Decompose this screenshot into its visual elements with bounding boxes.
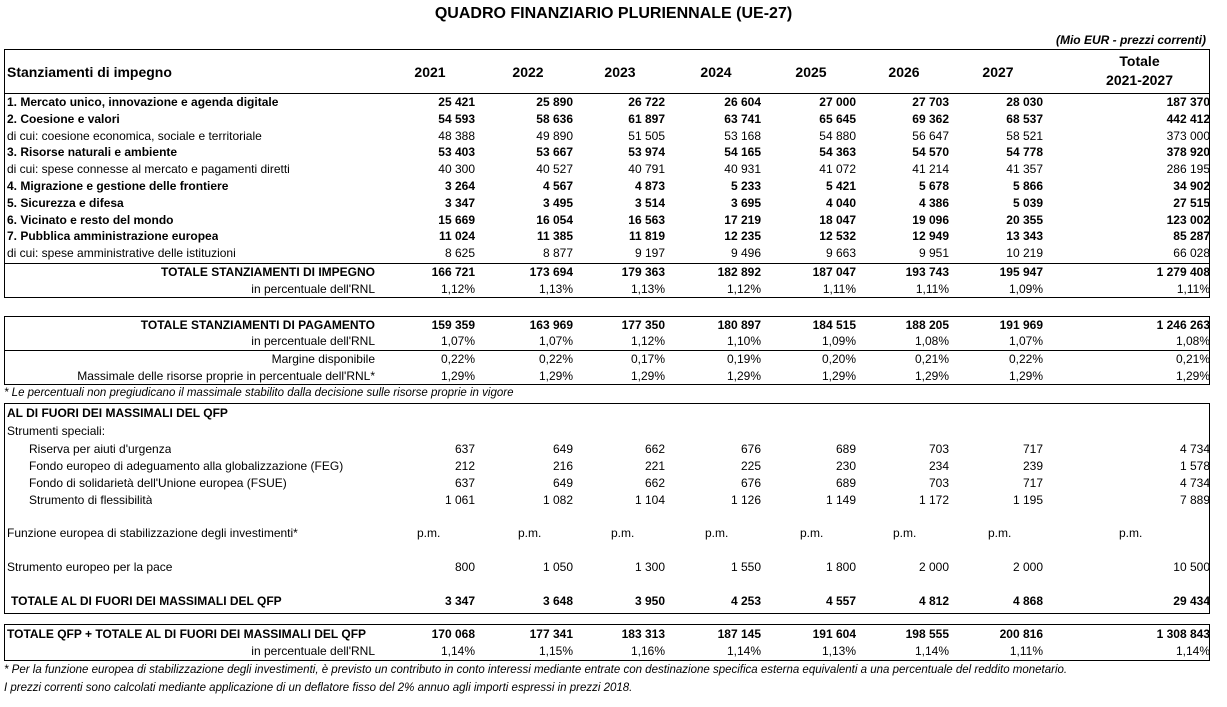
- row-label: Strumento di flessibilità: [29, 493, 153, 507]
- row-label: di cui: spese amministrative delle istituzioni: [7, 246, 236, 261]
- row-label: 3. Risorse naturali e ambiente: [7, 145, 178, 160]
- cell-value: 1,14%: [440, 644, 475, 658]
- cell-value: 27 515: [1173, 195, 1210, 210]
- cell-value: 56 647: [912, 128, 949, 143]
- cell-value: 1,09%: [1008, 282, 1043, 296]
- cell-value: 1,13%: [630, 282, 665, 296]
- cell-value: 1 195: [1012, 493, 1043, 507]
- cell-value: 20 355: [1006, 212, 1043, 227]
- cell-value: 649: [552, 476, 573, 490]
- row-label: Margine disponibile: [271, 352, 375, 366]
- cell-value: 9 197: [634, 246, 665, 261]
- row-label: TOTALE AL DI FUORI DEI MASSIMALI DEL QFP: [11, 594, 282, 608]
- cell-value: 65 645: [819, 111, 856, 126]
- row-label: Fondo di solidarietà dell'Unione europea (FSUE): [29, 476, 287, 490]
- year-header: 2021: [414, 64, 446, 80]
- cell-value: 4 567: [542, 179, 573, 193]
- cell-value: 1 104: [634, 493, 665, 507]
- cell-value: 198 555: [905, 627, 949, 641]
- cell-value: 58 636: [536, 111, 573, 126]
- year-header: 2024: [700, 64, 732, 80]
- cell-value: 378 920: [1166, 145, 1210, 160]
- cell-value: 1,29%: [538, 369, 573, 383]
- cell-value: 13 343: [1006, 229, 1043, 244]
- margin-row: [5, 351, 1209, 368]
- cell-value: 166 721: [431, 265, 475, 279]
- cell-value: 53 403: [438, 145, 475, 160]
- footnote-star: * Le percentuali non pregiudicano il massimale stabilito dalla decisione sulle risorse proprie in vigore: [4, 387, 514, 399]
- cell-value: 800: [454, 560, 475, 574]
- cell-value: 12 949: [912, 229, 949, 244]
- instrument-row: [5, 492, 1209, 509]
- cell-value: 177 350: [621, 318, 665, 332]
- cell-value: 1,29%: [440, 369, 475, 383]
- commitment-row: [5, 128, 1209, 145]
- year-header: 2023: [604, 64, 636, 80]
- cell-value: 717: [1022, 442, 1043, 456]
- cell-value: 188 205: [905, 318, 949, 332]
- cell-value: 17 219: [724, 212, 761, 227]
- cell-value: 1,29%: [1175, 369, 1210, 383]
- cell-value: 5 039: [1012, 195, 1043, 210]
- cell-value: 1,08%: [914, 334, 949, 348]
- header-total-line1: Totale: [1119, 53, 1160, 69]
- cell-value: 3 347: [444, 594, 475, 608]
- cell-value: 4 734: [1179, 476, 1210, 490]
- cell-value: 689: [835, 476, 856, 490]
- cell-value: 1,07%: [1008, 334, 1043, 348]
- cell-value: 123 002: [1166, 212, 1210, 227]
- cell-value: 191 604: [812, 627, 856, 641]
- cell-value: 1 308 843: [1156, 627, 1210, 641]
- cell-value: 1,11%: [915, 282, 949, 296]
- cell-value: 25 890: [536, 95, 573, 109]
- cell-value: 34 902: [1173, 179, 1210, 193]
- cell-value: 1,14%: [726, 644, 761, 658]
- row-label: 1. Mercato unico, innovazione e agenda digitale: [7, 95, 279, 109]
- payments-pct-row: [5, 333, 1209, 350]
- header-total: [1106, 52, 1173, 90]
- row-label: TOTALE STANZIAMENTI DI IMPEGNO: [161, 265, 375, 279]
- cell-value: 1,14%: [1175, 644, 1210, 658]
- cell-value: 16 054: [536, 212, 573, 227]
- cell-value: 40 931: [724, 162, 761, 177]
- cell-value: 4 873: [634, 179, 665, 193]
- row-label: Strumento europeo per la pace: [7, 560, 173, 574]
- cell-value: 442 412: [1166, 111, 1210, 126]
- cell-value: 49 890: [536, 128, 573, 143]
- cell-value: 40 300: [438, 162, 475, 177]
- cell-value: 63 741: [724, 111, 761, 126]
- cell-value: 1 578: [1179, 459, 1210, 473]
- cell-value: 1,10%: [726, 334, 761, 348]
- cell-value: 53 667: [536, 145, 573, 160]
- cell-value: 170 068: [431, 627, 475, 641]
- row-label: 6. Vicinato e resto del mondo: [7, 212, 174, 227]
- cell-value: 3 264: [444, 179, 475, 193]
- cell-value: 0,21%: [914, 352, 949, 366]
- cell-value: 3 695: [730, 195, 761, 210]
- commitments-pct-row: [5, 281, 1209, 298]
- cell-value: 662: [644, 476, 665, 490]
- cell-value: 1 800: [825, 560, 856, 574]
- cell-value: 51 505: [628, 128, 665, 143]
- outside-heading: AL DI FUORI DEI MASSIMALI DEL QFP: [7, 406, 228, 420]
- grand-total-table: [4, 624, 1210, 661]
- cell-value: 1,29%: [726, 369, 761, 383]
- cell-value: 61 897: [628, 111, 665, 126]
- cell-value: 4 386: [918, 195, 949, 210]
- cell-value: 29 434: [1173, 594, 1210, 608]
- cell-value: 3 347: [444, 195, 475, 210]
- cell-value: 40 527: [536, 162, 573, 177]
- row-label: TOTALE QFP + TOTALE AL DI FUORI DEI MASSIMALI DEL QFP: [7, 627, 367, 641]
- cell-value: 1 300: [634, 560, 665, 574]
- cell-value: 676: [740, 442, 761, 456]
- cell-value: 0,21%: [1175, 352, 1210, 366]
- cell-value: 1,29%: [914, 369, 949, 383]
- cell-value: 1,16%: [630, 644, 665, 658]
- cell-value: 187 047: [812, 265, 856, 279]
- cell-value: 19 096: [912, 212, 949, 227]
- row-label: 2. Coesione e valori: [7, 111, 120, 126]
- note-stabilization: * Per la funzione europea di stabilizzazione degli investimenti, è previsto un contributo in conto interessi mediante entrate con destinazione specifica esterna equivalenti a una percentuale del reddito monetario.: [4, 664, 1068, 676]
- cell-value: 191 969: [999, 318, 1043, 332]
- page-title: QUADRO FINANZIARIO PLURIENNALE (UE-27): [434, 5, 793, 22]
- cell-value: 1,12%: [726, 282, 761, 296]
- cell-value: 180 897: [717, 318, 761, 332]
- cell-value: 1,29%: [630, 369, 665, 383]
- commitment-row: [5, 111, 1209, 128]
- cell-value: 1 050: [542, 560, 573, 574]
- cell-value: 212: [454, 459, 475, 473]
- cell-value: 4 734: [1179, 442, 1210, 456]
- cell-value: 85 287: [1173, 229, 1210, 244]
- header-label: Stanziamenti di impegno: [7, 64, 172, 80]
- cell-value: 163 969: [529, 318, 573, 332]
- commitment-row: [5, 161, 1209, 178]
- cell-value: 27 703: [912, 95, 949, 109]
- cell-value: 10 219: [1006, 246, 1043, 261]
- cell-value: 48 388: [438, 128, 475, 143]
- cell-value: 703: [928, 476, 949, 490]
- cell-value: 1 172: [918, 493, 949, 507]
- year-header: 2026: [888, 64, 920, 80]
- cell-value: 16 563: [628, 212, 665, 227]
- row-label: di cui: coesione economica, sociale e territoriale: [7, 128, 262, 143]
- row-label: Fondo europeo di adeguamento alla globalizzazione (FEG): [29, 459, 344, 473]
- cell-value: 53 168: [724, 128, 761, 143]
- cell-value: 0,22%: [440, 352, 475, 366]
- cell-value: 1,14%: [914, 644, 949, 658]
- cell-value: 11 819: [628, 229, 665, 244]
- cell-value: 69 362: [912, 111, 949, 126]
- cell-value: 1,07%: [538, 334, 573, 348]
- cell-value: p.m.: [705, 526, 729, 540]
- cell-value: 12 532: [819, 229, 856, 244]
- cell-value: p.m.: [988, 526, 1012, 540]
- cell-value: 1 279 408: [1156, 265, 1210, 279]
- cell-value: 221: [644, 459, 665, 473]
- header-total-line2: 2021-2027: [1106, 72, 1173, 88]
- cell-value: 26 722: [628, 95, 665, 109]
- cell-value: 40 791: [628, 162, 665, 177]
- cell-value: 1,11%: [822, 282, 856, 296]
- stabilization-row: [5, 525, 1209, 542]
- cell-value: 25 421: [438, 95, 475, 109]
- cell-value: 7 889: [1179, 493, 1210, 507]
- cell-value: 8 625: [444, 246, 475, 261]
- cell-value: 11 024: [438, 229, 475, 244]
- cell-value: 54 570: [912, 145, 949, 160]
- commitment-row: [5, 245, 1209, 262]
- cell-value: 10 500: [1173, 560, 1210, 574]
- cell-value: 54 363: [819, 145, 856, 160]
- cell-value: 717: [1022, 476, 1043, 490]
- year-header: 2027: [982, 64, 1014, 80]
- cell-value: 183 313: [621, 627, 665, 641]
- cell-value: 676: [740, 476, 761, 490]
- row-label: TOTALE STANZIAMENTI DI PAGAMENTO: [140, 318, 375, 332]
- cell-value: 173 694: [529, 265, 573, 279]
- cell-value: 182 892: [717, 265, 761, 279]
- cell-value: 187 370: [1166, 95, 1210, 109]
- cell-value: 54 165: [724, 145, 761, 160]
- cell-value: p.m.: [518, 526, 542, 540]
- cell-value: 26 604: [724, 95, 761, 109]
- row-label: in percentuale dell'RNL: [251, 334, 375, 348]
- cell-value: 179 363: [621, 265, 665, 279]
- cell-value: 41 214: [912, 162, 949, 177]
- commitment-row: [5, 94, 1209, 111]
- cell-value: 18 047: [819, 212, 856, 227]
- cell-value: 159 359: [431, 318, 475, 332]
- special-instruments-label: Strumenti speciali:: [7, 424, 106, 438]
- cell-value: 286 195: [1166, 162, 1210, 177]
- cell-value: 3 514: [634, 195, 665, 210]
- cell-value: 68 537: [1006, 111, 1043, 126]
- instrument-row: [5, 441, 1209, 458]
- cell-value: 200 816: [999, 627, 1043, 641]
- commitment-row: [5, 195, 1209, 212]
- ceiling-row: [5, 368, 1209, 385]
- cell-value: 9 496: [730, 246, 761, 261]
- cell-value: 1,11%: [1176, 282, 1210, 296]
- cell-value: 0,22%: [1008, 352, 1043, 366]
- cell-value: 1,29%: [1008, 369, 1043, 383]
- cell-value: 1 126: [730, 493, 761, 507]
- cell-value: 1 082: [542, 493, 573, 507]
- cell-value: 1,29%: [821, 369, 856, 383]
- cell-value: 1,13%: [538, 282, 573, 296]
- cell-value: 3 648: [542, 594, 573, 608]
- cell-value: 1,12%: [440, 282, 475, 296]
- unit-note: (Mio EUR - prezzi correnti): [1055, 33, 1206, 47]
- cell-value: 1,09%: [821, 334, 856, 348]
- cell-value: 4 253: [730, 594, 761, 608]
- row-label: Funzione europea di stabilizzazione degli investimenti*: [7, 526, 298, 540]
- cell-value: 1,12%: [630, 334, 665, 348]
- cell-value: 54 778: [1006, 145, 1043, 160]
- row-label: 4. Migrazione e gestione delle frontiere: [7, 179, 229, 193]
- cell-value: 0,20%: [821, 352, 856, 366]
- cell-value: 1,15%: [538, 644, 573, 658]
- cell-value: 239: [1022, 459, 1043, 473]
- cell-value: 225: [740, 459, 761, 473]
- cell-value: 1 550: [730, 560, 761, 574]
- cell-value: 373 000: [1166, 128, 1210, 143]
- cell-value: p.m.: [611, 526, 635, 540]
- year-header: 2022: [512, 64, 544, 80]
- row-label: in percentuale dell'RNL: [251, 282, 375, 296]
- instrument-row: [5, 475, 1209, 492]
- cell-value: 27 000: [819, 95, 856, 109]
- cell-value: 1,13%: [821, 644, 856, 658]
- cell-value: 177 341: [529, 627, 573, 641]
- row-label: Riserva per aiuti d'urgenza: [29, 442, 172, 456]
- cell-value: 1,08%: [1175, 334, 1210, 348]
- cell-value: 9 663: [825, 246, 856, 261]
- commitments-total-row: [5, 264, 1209, 281]
- row-label: di cui: spese connesse al mercato e pagamenti diretti: [7, 162, 290, 177]
- cell-value: 2 000: [1012, 560, 1043, 574]
- cell-value: 187 145: [717, 627, 761, 641]
- cell-value: 58 521: [1006, 128, 1043, 143]
- cell-value: 649: [552, 442, 573, 456]
- cell-value: 54 593: [438, 111, 475, 126]
- cell-value: 15 669: [438, 212, 475, 227]
- year-header: 2025: [795, 64, 827, 80]
- cell-value: 1 246 263: [1156, 318, 1210, 332]
- cell-value: 28 030: [1006, 95, 1043, 109]
- grand-pct-row: [5, 643, 1209, 660]
- cell-value: 4 040: [825, 195, 856, 210]
- cell-value: p.m.: [1119, 526, 1143, 540]
- cell-value: 637: [454, 476, 475, 490]
- cell-value: 0,22%: [538, 352, 573, 366]
- cell-value: 53 974: [628, 145, 665, 160]
- instrument-row: [5, 458, 1209, 475]
- cell-value: 1,07%: [440, 334, 475, 348]
- cell-value: 3 950: [634, 594, 665, 608]
- outside-mff-table: [4, 403, 1210, 614]
- row-label: Massimale delle risorse proprie in percentuale dell'RNL*: [77, 369, 375, 383]
- cell-value: 4 812: [918, 594, 949, 608]
- commitment-row: [5, 228, 1209, 245]
- note-prices: I prezzi correnti sono calcolati mediante applicazione di un deflatore fisso del 2% annuo agli importi espressi in prezzi 2018.: [4, 682, 633, 694]
- cell-value: p.m.: [800, 526, 824, 540]
- cell-value: 703: [928, 442, 949, 456]
- cell-value: 689: [835, 442, 856, 456]
- cell-value: 662: [644, 442, 665, 456]
- cell-value: 66 028: [1173, 246, 1210, 261]
- cell-value: 1 061: [444, 493, 475, 507]
- cell-value: 54 880: [819, 128, 856, 143]
- cell-value: 0,19%: [726, 352, 761, 366]
- cell-value: 230: [835, 459, 856, 473]
- grand-total-row: [5, 626, 1209, 643]
- cell-value: 193 743: [905, 265, 949, 279]
- cell-value: 41 357: [1006, 162, 1043, 177]
- cell-value: 9 951: [918, 246, 949, 261]
- cell-value: 637: [454, 442, 475, 456]
- cell-value: 5 678: [918, 179, 949, 193]
- cell-value: 1,11%: [1009, 644, 1043, 658]
- row-label: 7. Pubblica amministrazione europea: [7, 229, 219, 244]
- cell-value: 195 947: [999, 265, 1043, 279]
- payments-table: [4, 316, 1210, 385]
- cell-value: 5 866: [1012, 179, 1043, 193]
- cell-value: 11 385: [536, 229, 573, 244]
- cell-value: 216: [552, 459, 573, 473]
- cell-value: 5 421: [825, 179, 856, 193]
- cell-value: 5 233: [730, 179, 761, 193]
- cell-value: 184 515: [812, 318, 856, 332]
- commitment-row: [5, 144, 1209, 161]
- cell-value: 234: [928, 459, 949, 473]
- cell-value: 8 877: [542, 246, 573, 261]
- cell-value: 41 072: [819, 162, 856, 177]
- peace-facility-row: [5, 559, 1209, 576]
- outside-total-row: [5, 593, 1209, 610]
- row-label: 5. Sicurezza e difesa: [7, 195, 124, 210]
- cell-value: 4 868: [1012, 594, 1043, 608]
- commitments-table: [4, 49, 1210, 298]
- row-label: in percentuale dell'RNL: [251, 644, 375, 658]
- commitment-row: [5, 212, 1209, 229]
- cell-value: 4 557: [825, 594, 856, 608]
- cell-value: p.m.: [417, 526, 441, 540]
- cell-value: p.m.: [893, 526, 917, 540]
- cell-value: 2 000: [918, 560, 949, 574]
- cell-value: 0,17%: [630, 352, 665, 366]
- cell-value: 1 149: [825, 493, 856, 507]
- payments-total-row: [5, 317, 1209, 334]
- cell-value: 12 235: [724, 229, 761, 244]
- commitment-row: [5, 178, 1209, 195]
- cell-value: 3 495: [542, 195, 573, 210]
